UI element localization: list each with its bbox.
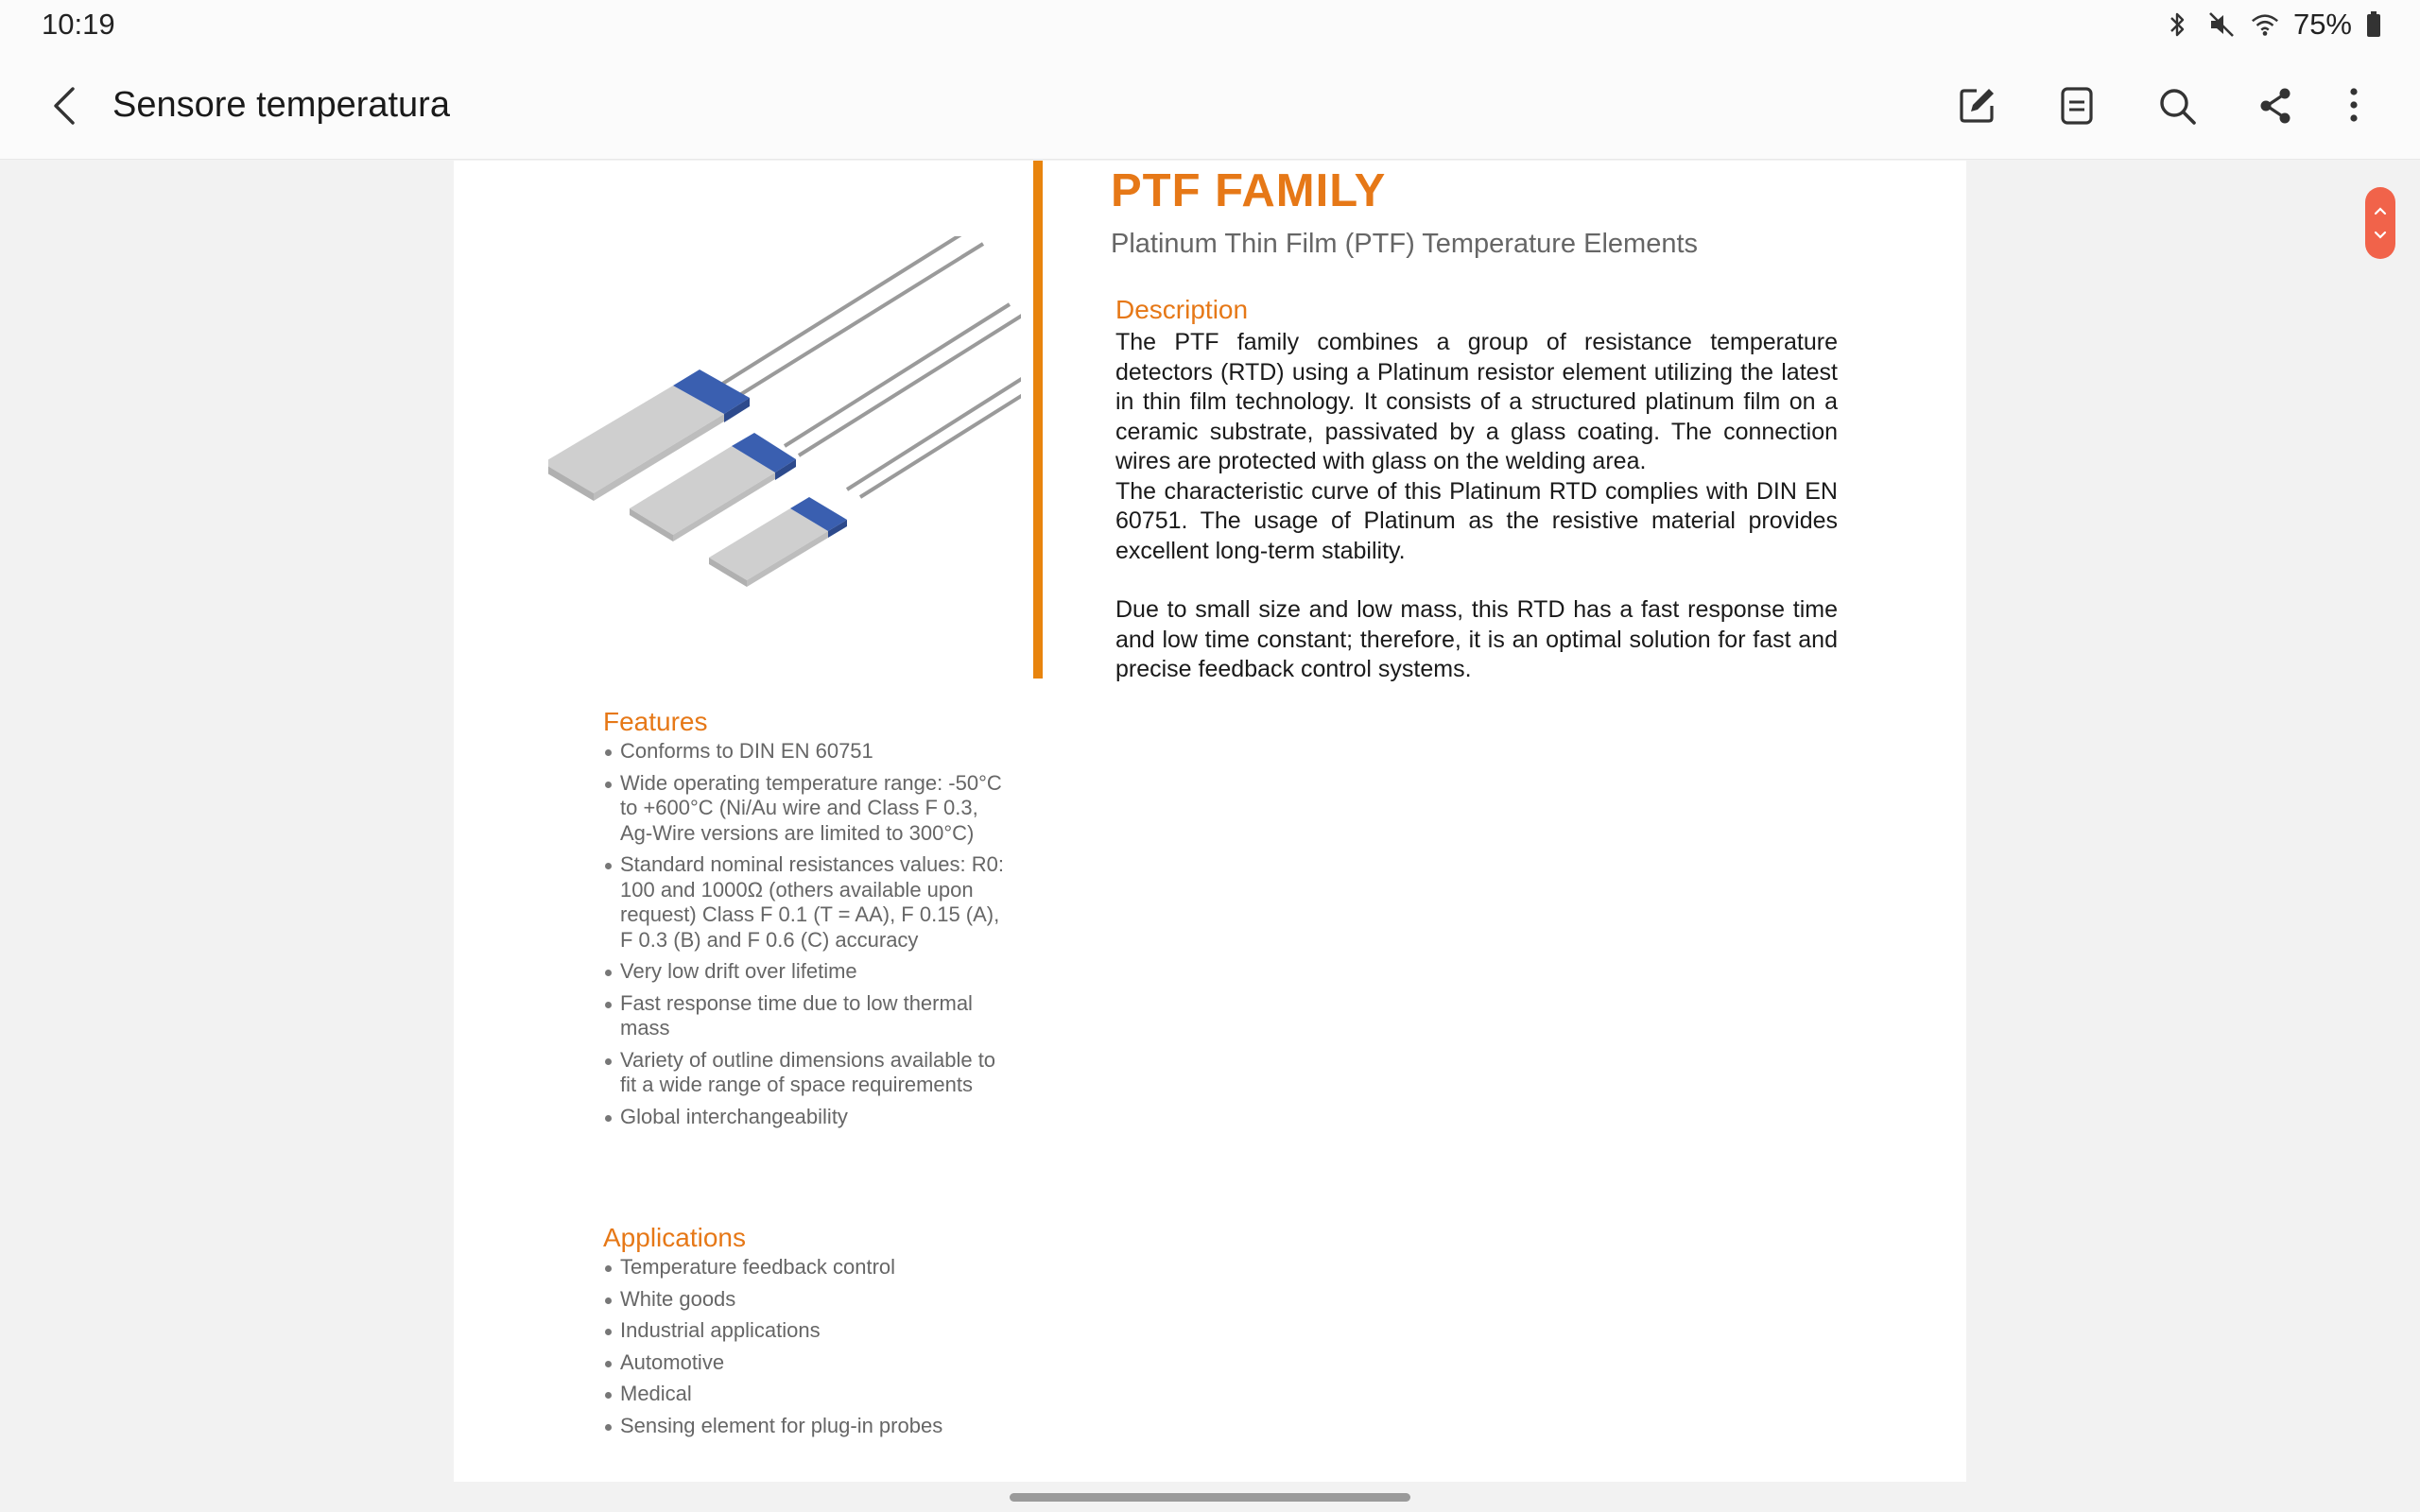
features-heading: Features bbox=[603, 707, 708, 736]
more-options-button[interactable] bbox=[2325, 77, 2382, 134]
home-indicator[interactable] bbox=[1010, 1493, 1410, 1502]
edit-icon bbox=[1956, 85, 1997, 127]
status-icons bbox=[2163, 8, 2382, 42]
scroll-arrows-icon bbox=[2365, 187, 2395, 259]
list-item: Conforms to DIN EN 60751 bbox=[603, 739, 1010, 765]
list-item: Sensing element for plug-in probes bbox=[603, 1414, 1010, 1439]
more-options-icon bbox=[2344, 85, 2363, 127]
doc-heading: PTF FAMILY bbox=[1111, 165, 1387, 216]
search-icon bbox=[2156, 85, 2198, 127]
status-bar bbox=[0, 0, 2420, 53]
back-button[interactable] bbox=[38, 79, 91, 132]
description-body bbox=[1115, 328, 1838, 685]
description-paragraph: Due to small size and low mass, this RTD has a fast response time and low time constant; therefore, it is an optimal solution for fast and precise feedback control systems. bbox=[1115, 596, 1838, 682]
applications-heading: Applications bbox=[603, 1223, 746, 1252]
doc-subheading: Platinum Thin Film (PTF) Temperature Elements bbox=[1111, 229, 1699, 259]
mute-icon bbox=[2206, 9, 2237, 40]
wifi-icon bbox=[2250, 9, 2280, 40]
list-item: White goods bbox=[603, 1287, 1010, 1313]
list-item: Industrial applications bbox=[603, 1318, 1010, 1344]
bluetooth-icon bbox=[2163, 9, 2193, 40]
description-paragraph: The PTF family combines a group of resistance temperature detectors (RTD) using a Platinum resistor element utilizing the latest in thin film technology. It consists of a structured platinum film on a ceramic substrate, passivated by a glass coating. The connection wires are protected with glass on the welding area. bbox=[1115, 329, 1838, 474]
document-title: Sensore temperatura bbox=[112, 85, 450, 125]
list-item: Automotive bbox=[603, 1350, 1010, 1376]
pdf-page bbox=[454, 161, 1966, 1482]
list-item: Variety of outline dimensions available to fit a wide range of space requirements bbox=[603, 1048, 1010, 1098]
share-button[interactable] bbox=[2247, 77, 2304, 134]
back-icon bbox=[50, 85, 78, 127]
list-item: Temperature feedback control bbox=[603, 1255, 1010, 1280]
status-time: 10:19 bbox=[42, 8, 115, 41]
battery-percentage: 75% bbox=[2292, 8, 2352, 41]
list-item: Medical bbox=[603, 1382, 1010, 1407]
rtd-sensor-elements-illustration bbox=[548, 236, 1021, 633]
search-button[interactable] bbox=[2149, 77, 2205, 134]
list-item: Wide operating temperature range: -50°C to +600°C (Ni/Au wire and Class F 0.3, Ag-Wire versions are limited to 300°C) bbox=[603, 771, 1010, 847]
orange-divider-bar bbox=[1033, 161, 1043, 679]
reader-mode-icon bbox=[2056, 85, 2098, 127]
share-icon bbox=[2255, 85, 2296, 127]
list-item: Fast response time due to low thermal mass bbox=[603, 991, 1010, 1041]
app-bar bbox=[0, 53, 2420, 160]
description-heading: Description bbox=[1115, 295, 1249, 324]
list-item: Very low drift over lifetime bbox=[603, 959, 1010, 985]
list-item: Global interchangeability bbox=[603, 1105, 1010, 1130]
battery-icon bbox=[2365, 9, 2382, 40]
features-list bbox=[603, 739, 1010, 1136]
fast-scroll-handle[interactable] bbox=[2365, 187, 2395, 259]
reader-mode-button[interactable] bbox=[2048, 77, 2105, 134]
applications-list bbox=[603, 1255, 1010, 1445]
edit-button[interactable] bbox=[1948, 77, 2005, 134]
description-paragraph: The characteristic curve of this Platinum RTD complies with DIN EN 60751. The usage of Platinum as the resistive material provides excellent long-term stability. bbox=[1115, 477, 1838, 564]
list-item: Standard nominal resistances values: R0: 100 and 1000Ω (others available upon request) Class F 0.1 (T = AA), F 0.15 (A), F 0.3 (B) and F 0.6 (C) accuracy bbox=[603, 852, 1010, 953]
